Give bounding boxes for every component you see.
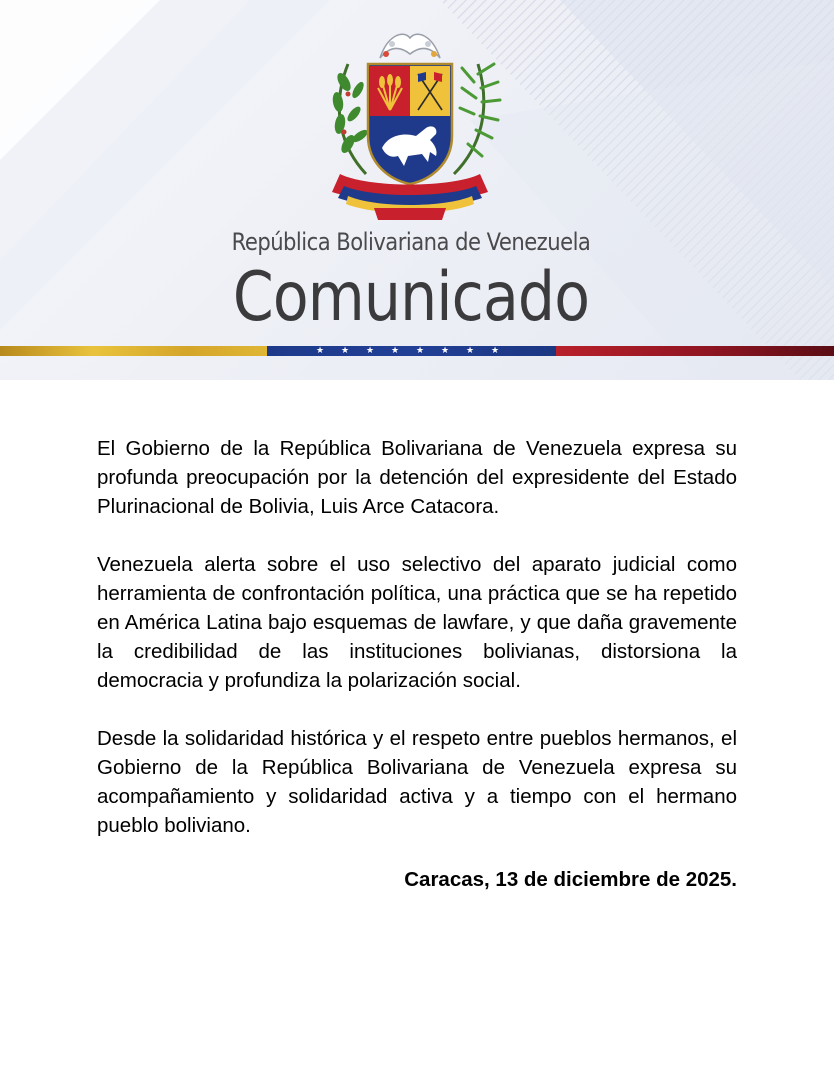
place-and-date-signature: Caracas, 13 de diciembre de 2025. [404,868,737,891]
star-icon: ★ [316,346,325,356]
star-icon: ★ [391,346,400,356]
flag-color-band [0,346,834,356]
star-icon: ★ [341,346,350,356]
paragraph-3: Desde la solidaridad histórica y el respeto entre pueblos hermanos, el Gobierno de la República Bolivariana de Venezuela expresa su acompañamiento y solidaridad activa y a tiempo con el hermano pueblo boliviano. [97,727,737,837]
star-icon: ★ [441,346,450,356]
paragraph-2: Venezuela alerta sobre el uso selectivo del aparato judicial como herramienta de confrontación política, una práctica que se ha repetido en América Latina bajo esquemas de lawfare, y que daña gravemente la credibilidad de las instituciones bolivianas, distorsiona la democracia y profundiza la polarización social. [97,553,737,692]
flag-band-yellow [0,346,267,356]
communique-body [97,434,737,894]
republic-name: República Bolivariana de Venezuela [231,228,591,256]
flag-stars [267,346,556,356]
paragraph-1: El Gobierno de la República Bolivariana de Venezuela expresa su profunda preocupación por la detención del expresidente del Estado Plurinacional de Bolivia, Luis Arce Catacora. [97,437,737,518]
flag-band-red [556,346,834,356]
star-icon: ★ [466,346,475,356]
star-icon: ★ [366,346,375,356]
star-icon: ★ [416,346,425,356]
star-icon: ★ [491,346,500,356]
coat-of-arms-icon [318,24,502,224]
communique-header [0,0,834,380]
page-title: Comunicado [232,258,590,337]
